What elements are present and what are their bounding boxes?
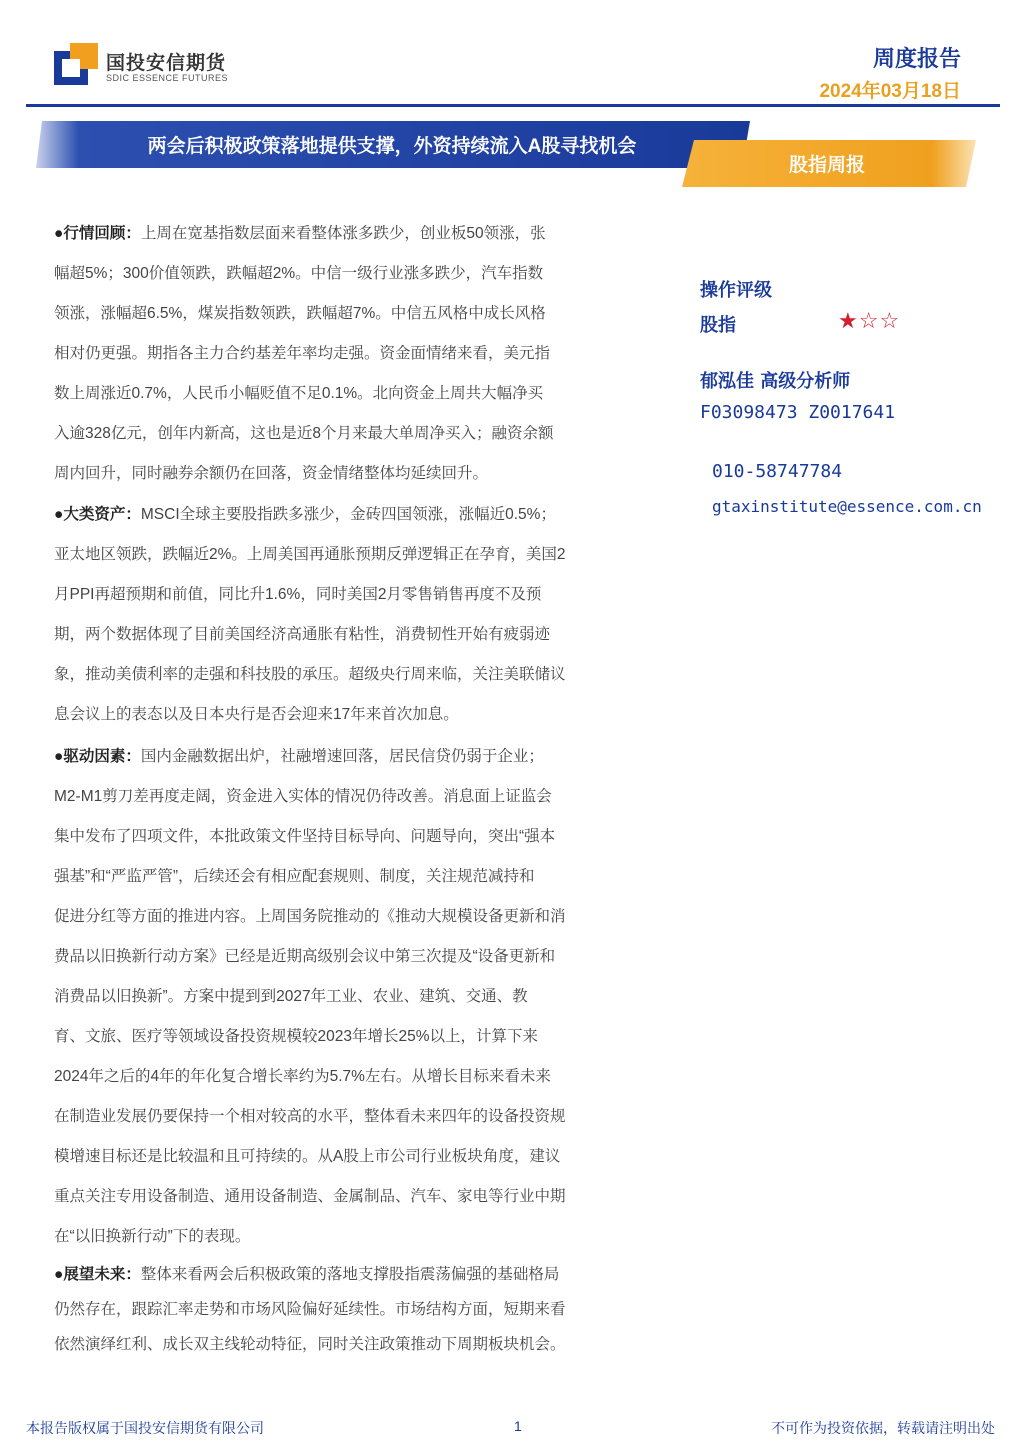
footer-copyright: 本报告版权属于国投安信期货有限公司 bbox=[26, 1420, 264, 1436]
section-market-review bbox=[54, 214, 632, 494]
rating-heading: 操作评级 bbox=[700, 280, 772, 301]
text-line: ●展望未来：整体来看两会后积极政策的落地支撑股指震荡偏强的基础格局 bbox=[54, 1266, 560, 1283]
text-line: 相对仍更强。期指各主力合约基差年率均走强。资金面情绪来看，美元指 bbox=[54, 345, 551, 362]
logo-name-cn: 国投安信期货 bbox=[106, 53, 227, 74]
company-logo bbox=[54, 40, 234, 90]
rating-item: 股指 bbox=[700, 315, 736, 336]
text-line: 幅超5%；300价值领跌，跌幅超2%。中信一级行业涨多跌少，汽车指数 bbox=[54, 265, 544, 282]
text-line: ●驱动因素：国内金融数据出炉，社融增速回落，居民信贷仍弱于企业； bbox=[54, 748, 544, 765]
text-line: 月PPI再超预期和前值，同比升1.6%，同时美国2月零售销售再度不及预 bbox=[54, 586, 542, 603]
text-line: 重点关注专用设备制造、通用设备制造、金属制品、汽车、家电等行业中期 bbox=[54, 1188, 566, 1205]
text-line: 象，推动美债利率的走强和科技股的承压。超级央行周来临，关注美联储议 bbox=[54, 666, 566, 683]
text-line: 数上周涨近0.7%，人民币小幅贬值不足0.1%。北向资金上周共大幅净买 bbox=[54, 385, 544, 402]
text-line: 促进分红等方面的推进内容。上周国务院推动的《推动大规模设备更新和消 bbox=[54, 908, 566, 925]
logo-mark-icon bbox=[54, 43, 98, 87]
report-body bbox=[54, 214, 632, 1362]
section-heading: ●驱动因素： bbox=[54, 748, 141, 765]
text-line: ●大类资产：MSCI全球主要股指跌多涨少，金砖四国领涨，涨幅近0.5%； bbox=[54, 506, 556, 523]
text-line: 2024年之后的4年的年化复合增长率约为5.7%左右。从增长目标来看未来 bbox=[54, 1068, 551, 1085]
analyst-license: F03098473 Z0017641 bbox=[700, 402, 896, 423]
text-line: 强基”和“严监严管”，后续还会有相应配套规则、制度，关注规范减持和 bbox=[54, 868, 535, 885]
report-type: 周度报告 bbox=[872, 46, 961, 71]
text-line: 在制造业发展仍要保持一个相对较高的水平，整体看未来四年的设备投资规 bbox=[54, 1108, 566, 1125]
text-line: 模增速目标还是比较温和且可持续的。从A股上市公司行业板块角度，建议 bbox=[54, 1148, 561, 1165]
footer-disclaimer: 不可作为投资依据，转载请注明出处 bbox=[771, 1420, 995, 1436]
text-line: 仍然存在，跟踪汇率走势和市场风险偏好延续性。市场结构方面，短期来看 bbox=[54, 1301, 566, 1318]
report-title: 两会后积极政策落地提供支撑，外资持续流入A股寻找机会 bbox=[147, 136, 637, 157]
text-line: 依然演绎红利、成长双主线轮动特征，同时关注政策推动下周期板块机会。 bbox=[54, 1336, 566, 1353]
rating-stars: ★☆☆ bbox=[838, 308, 901, 333]
text-line: 入逾328亿元，创年内新高，这也是近8个月来最大单周净买入；融资余额 bbox=[54, 425, 554, 442]
text-line: M2-M1剪刀差再度走阔，资金进入实体的情况仍待改善。消息面上证监会 bbox=[54, 788, 552, 805]
text-line: ●行情回顾：上周在宽基指数层面来看整体涨多跌少，创业板50领涨，张 bbox=[54, 225, 546, 242]
text-line: 亚太地区领跌，跌幅近2%。上周美国再通胀预期反弹逻辑正在孕育，美国2 bbox=[54, 546, 566, 563]
analyst-name: 郁泓佳 高级分析师 bbox=[700, 371, 851, 392]
logo-name-en: SDIC ESSENCE FUTURES bbox=[106, 73, 229, 83]
section-asset-classes bbox=[54, 495, 632, 735]
contact-phone: 010-58747784 bbox=[712, 461, 843, 482]
report-category-tag: 股指周报 bbox=[788, 155, 865, 176]
section-heading: ●大类资产： bbox=[54, 506, 141, 523]
section-outlook bbox=[54, 1257, 632, 1362]
contact-email[interactable]: gtaxinstitute@essence.com.cn bbox=[712, 497, 982, 516]
header-divider bbox=[26, 104, 1000, 107]
text-line: 息会议上的表态以及日本央行是否会迎来17年来首次加息。 bbox=[54, 706, 459, 723]
section-drivers bbox=[54, 737, 632, 1257]
report-date: 2024年03月18日 bbox=[819, 81, 961, 102]
text-line: 集中发布了四项文件，本批政策文件坚持目标导向、问题导向，突出“强本 bbox=[54, 828, 556, 845]
text-line: 期，两个数据体现了目前美国经济高通胀有粘性，消费韧性开始有疲弱迹 bbox=[54, 626, 551, 643]
text-line: 周内回升，同时融券余额仍在回落，资金情绪整体均延续回升。 bbox=[54, 465, 489, 482]
section-heading: ●行情回顾： bbox=[54, 225, 141, 242]
text-line: 在“以旧换新行动”下的表现。 bbox=[54, 1228, 251, 1245]
text-line: 育、文旅、医疗等领域设备投资规模较2023年增长25%以上，计算下来 bbox=[54, 1028, 539, 1045]
page-number: 1 bbox=[514, 1418, 522, 1434]
text-line: 消费品以旧换新”。方案中提到到2027年工业、农业、建筑、交通、教 bbox=[54, 988, 528, 1005]
text-line: 领涨，涨幅超6.5%，煤炭指数领跌，跌幅超7%。中信五风格中成长风格 bbox=[54, 305, 546, 322]
text-line: 费品以旧换新行动方案》已经是近期高级别会议中第三次提及“设备更新和 bbox=[54, 948, 556, 965]
section-heading: ●展望未来： bbox=[54, 1266, 141, 1283]
